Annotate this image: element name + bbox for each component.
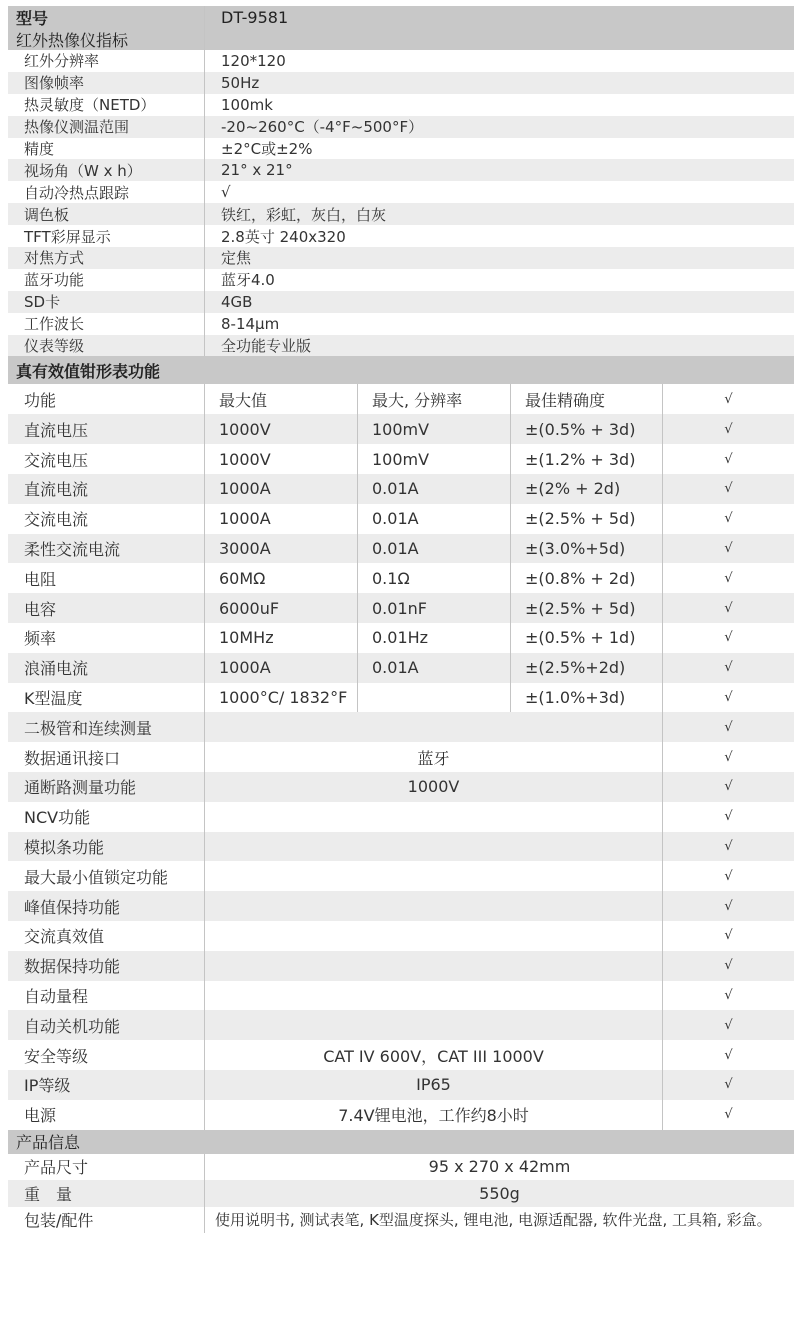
function-name: K型温度	[24, 689, 83, 709]
accuracy-value: ±(0.5% + 1d)	[510, 623, 662, 653]
max-value: 60MΩ	[204, 563, 357, 593]
clamp-feature-row	[8, 742, 794, 772]
clamp-spec-row	[8, 683, 794, 713]
function-name: 柔性交流电流	[24, 540, 121, 560]
spec-label: SD卡	[24, 293, 61, 312]
spec-label: 红外分辨率	[24, 52, 100, 71]
col-function: 功能	[24, 390, 57, 410]
feature-name: IP等级	[24, 1076, 71, 1096]
thermal-spec-row	[8, 116, 794, 138]
function-name: 直流电流	[24, 480, 89, 500]
thermal-section-filler	[204, 28, 794, 50]
function-name: 电阻	[24, 569, 57, 589]
spec-value: 4GB	[204, 291, 794, 313]
feature-value	[204, 891, 662, 921]
check-mark: √	[662, 951, 794, 981]
thermal-spec-row	[8, 225, 794, 247]
feature-name: 峰值保持功能	[24, 897, 121, 917]
clamp-feature-row	[8, 772, 794, 802]
function-name: 频率	[24, 629, 57, 649]
resolution-value: 0.1Ω	[357, 563, 510, 593]
feature-name: 数据通讯接口	[24, 748, 121, 768]
spec-value: ±2°C或±2%	[204, 138, 794, 160]
check-mark: √	[662, 861, 794, 891]
check-mark: √	[662, 623, 794, 653]
max-value: 1000A	[204, 504, 357, 534]
spec-value: 定焦	[204, 247, 794, 269]
clamp-section-title: 真有效值钳形表功能	[16, 361, 161, 381]
thermal-spec-row	[8, 138, 794, 160]
accuracy-value: ±(1.2% + 3d)	[510, 444, 662, 474]
product-value: 95 x 270 x 42mm	[204, 1154, 794, 1181]
spec-label: 对焦方式	[24, 249, 85, 268]
check-mark: √	[662, 921, 794, 951]
max-value: 10MHz	[204, 623, 357, 653]
feature-name: 通断路测量功能	[24, 778, 137, 798]
check-mark: √	[662, 534, 794, 564]
feature-name: 最大最小值锁定功能	[24, 867, 169, 887]
clamp-feature-row	[8, 712, 794, 742]
check-mark: √	[662, 772, 794, 802]
feature-name: 电源	[24, 1106, 57, 1126]
col-max: 最大值	[204, 384, 357, 414]
thermal-spec-row	[8, 291, 794, 313]
max-value: 6000uF	[204, 593, 357, 623]
spec-table	[8, 6, 794, 1233]
function-name: 交流电流	[24, 510, 89, 530]
accuracy-value: ±(2.5% + 5d)	[510, 504, 662, 534]
check-mark: √	[662, 504, 794, 534]
spec-value: 100mk	[204, 94, 794, 116]
model-value: DT-9581	[204, 6, 794, 28]
clamp-feature-row	[8, 1070, 794, 1100]
resolution-value: 100mV	[357, 414, 510, 444]
clamp-feature-row	[8, 861, 794, 891]
spec-label: 仪表等级	[24, 337, 85, 356]
check-mark: √	[662, 891, 794, 921]
max-value: 1000°C/ 1832°F	[204, 683, 357, 713]
feature-value: 1000V	[204, 772, 662, 802]
max-value: 1000V	[204, 444, 357, 474]
spec-label: 调色板	[24, 205, 70, 224]
check-mark: √	[662, 683, 794, 713]
function-name: 直流电压	[24, 420, 89, 440]
product-info-row	[8, 1154, 794, 1181]
spec-value: 120*120	[204, 50, 794, 72]
feature-value: CAT IV 600V，CAT III 1000V	[204, 1040, 662, 1070]
function-name: 浪涌电流	[24, 659, 89, 679]
feature-name: 自动关机功能	[24, 1016, 121, 1036]
spec-label: 视场角（W x h）	[24, 161, 142, 180]
col-accuracy: 最佳精确度	[510, 384, 662, 414]
spec-label: 热灵敏度（NETD）	[24, 96, 156, 115]
thermal-section-header	[8, 28, 794, 50]
product-value: 550g	[204, 1180, 794, 1207]
accuracy-value: ±(2.5% + 5d)	[510, 593, 662, 623]
feature-value: IP65	[204, 1070, 662, 1100]
feature-value	[204, 921, 662, 951]
spec-label: 工作波长	[24, 315, 85, 334]
clamp-spec-row	[8, 444, 794, 474]
thermal-spec-row	[8, 203, 794, 225]
clamp-spec-row	[8, 504, 794, 534]
col-check: √	[662, 384, 794, 414]
check-mark: √	[662, 981, 794, 1011]
check-mark: √	[662, 1100, 794, 1130]
spec-value: 全功能专业版	[204, 335, 794, 357]
accuracy-value: ±(0.5% + 3d)	[510, 414, 662, 444]
clamp-column-header	[8, 384, 794, 414]
accuracy-value: ±(2% + 2d)	[510, 474, 662, 504]
clamp-spec-row	[8, 653, 794, 683]
feature-name: 二极管和连续测量	[24, 718, 153, 738]
product-info-row	[8, 1180, 794, 1207]
feature-value: 7.4V锂电池，工作约8小时	[204, 1100, 662, 1130]
clamp-feature-list	[8, 712, 794, 1129]
feature-value	[204, 802, 662, 832]
col-resolution: 最大, 分辨率	[357, 384, 510, 414]
clamp-feature-row	[8, 1040, 794, 1070]
max-value: 1000A	[204, 653, 357, 683]
clamp-feature-row	[8, 951, 794, 981]
product-label: 包装/配件	[24, 1211, 94, 1231]
feature-name: 模拟条功能	[24, 838, 105, 858]
clamp-spec-row	[8, 593, 794, 623]
thermal-spec-row	[8, 269, 794, 291]
check-mark: √	[662, 653, 794, 683]
feature-value: 蓝牙	[204, 742, 662, 772]
spec-label: 图像帧率	[24, 74, 85, 93]
feature-name: 交流真效值	[24, 927, 105, 947]
check-mark: √	[662, 742, 794, 772]
resolution-value	[357, 683, 510, 713]
spec-value: √	[204, 181, 794, 203]
thermal-spec-row	[8, 313, 794, 335]
thermal-spec-row	[8, 335, 794, 357]
clamp-spec-row	[8, 474, 794, 504]
spec-value: 蓝牙4.0	[204, 269, 794, 291]
clamp-feature-row	[8, 1010, 794, 1040]
check-mark: √	[662, 563, 794, 593]
spec-label: 精度	[24, 140, 55, 158]
feature-value	[204, 981, 662, 1011]
thermal-spec-row	[8, 247, 794, 269]
spec-value: 8-14μm	[204, 313, 794, 335]
spec-label: 自动冷热点跟踪	[24, 183, 130, 202]
resolution-value: 0.01A	[357, 653, 510, 683]
accuracy-value: ±(3.0%+5d)	[510, 534, 662, 564]
feature-name: 数据保持功能	[24, 957, 121, 977]
accuracy-value: ±(0.8% + 2d)	[510, 563, 662, 593]
feature-name: NCV功能	[24, 808, 91, 828]
model-header-row	[8, 6, 794, 28]
product-section-header	[8, 1130, 794, 1154]
spec-value: 50Hz	[204, 72, 794, 94]
clamp-feature-row	[8, 832, 794, 862]
spec-label: 蓝牙功能	[24, 271, 85, 290]
spec-value: 铁红，彩虹，灰白，白灰	[204, 203, 794, 225]
check-mark: √	[662, 802, 794, 832]
feature-value	[204, 832, 662, 862]
resolution-value: 0.01A	[357, 504, 510, 534]
clamp-spec-row	[8, 563, 794, 593]
spec-value: -20~260°C（-4°F~500°F）	[204, 116, 794, 138]
check-mark: √	[662, 414, 794, 444]
model-label: 型号	[16, 8, 49, 28]
product-label: 重 量	[24, 1184, 73, 1204]
clamp-feature-row	[8, 921, 794, 951]
max-value: 1000A	[204, 474, 357, 504]
check-mark: √	[662, 593, 794, 623]
clamp-feature-row	[8, 1100, 794, 1130]
product-section-title: 产品信息	[16, 1133, 81, 1153]
spec-value: 2.8英寸 240x320	[204, 225, 794, 247]
feature-value	[204, 1010, 662, 1040]
check-mark: √	[662, 712, 794, 742]
feature-name: 安全等级	[24, 1046, 89, 1066]
check-mark: √	[662, 1010, 794, 1040]
clamp-section-header	[8, 356, 794, 384]
thermal-spec-row	[8, 181, 794, 203]
spec-label: TFT彩屏显示	[24, 227, 111, 246]
thermal-spec-row	[8, 72, 794, 94]
clamp-feature-row	[8, 802, 794, 832]
clamp-spec-row	[8, 414, 794, 444]
product-info-row	[8, 1207, 794, 1234]
spec-value: 21° x 21°	[204, 159, 794, 181]
max-value: 1000V	[204, 414, 357, 444]
resolution-value: 0.01nF	[357, 593, 510, 623]
function-name: 交流电压	[24, 450, 89, 470]
feature-value	[204, 951, 662, 981]
product-value: 使用说明书, 测试表笔, K型温度探头, 锂电池, 电源适配器, 软件光盘, 工具箱, 彩盒。	[204, 1207, 794, 1234]
clamp-feature-row	[8, 981, 794, 1011]
check-mark: √	[662, 1040, 794, 1070]
accuracy-value: ±(2.5%+2d)	[510, 653, 662, 683]
check-mark: √	[662, 832, 794, 862]
thermal-section-title: 红外热像仪指标	[16, 30, 129, 50]
clamp-spec-row	[8, 534, 794, 564]
thermal-spec-row	[8, 50, 794, 72]
clamp-spec-list	[8, 414, 794, 712]
check-mark: √	[662, 444, 794, 474]
thermal-spec-row	[8, 94, 794, 116]
product-label: 产品尺寸	[24, 1158, 89, 1178]
product-info-list	[8, 1154, 794, 1234]
thermal-spec-row	[8, 159, 794, 181]
feature-value	[204, 861, 662, 891]
resolution-value: 0.01Hz	[357, 623, 510, 653]
clamp-feature-row	[8, 891, 794, 921]
check-mark: √	[662, 1070, 794, 1100]
resolution-value: 0.01A	[357, 534, 510, 564]
resolution-value: 0.01A	[357, 474, 510, 504]
spec-label: 热像仪测温范围	[24, 118, 130, 137]
accuracy-value: ±(1.0%+3d)	[510, 683, 662, 713]
resolution-value: 100mV	[357, 444, 510, 474]
feature-name: 自动量程	[24, 987, 89, 1006]
thermal-spec-list	[8, 50, 794, 356]
max-value: 3000A	[204, 534, 357, 564]
check-mark: √	[662, 474, 794, 504]
feature-value	[204, 712, 662, 742]
clamp-spec-row	[8, 623, 794, 653]
function-name: 电容	[24, 599, 57, 619]
